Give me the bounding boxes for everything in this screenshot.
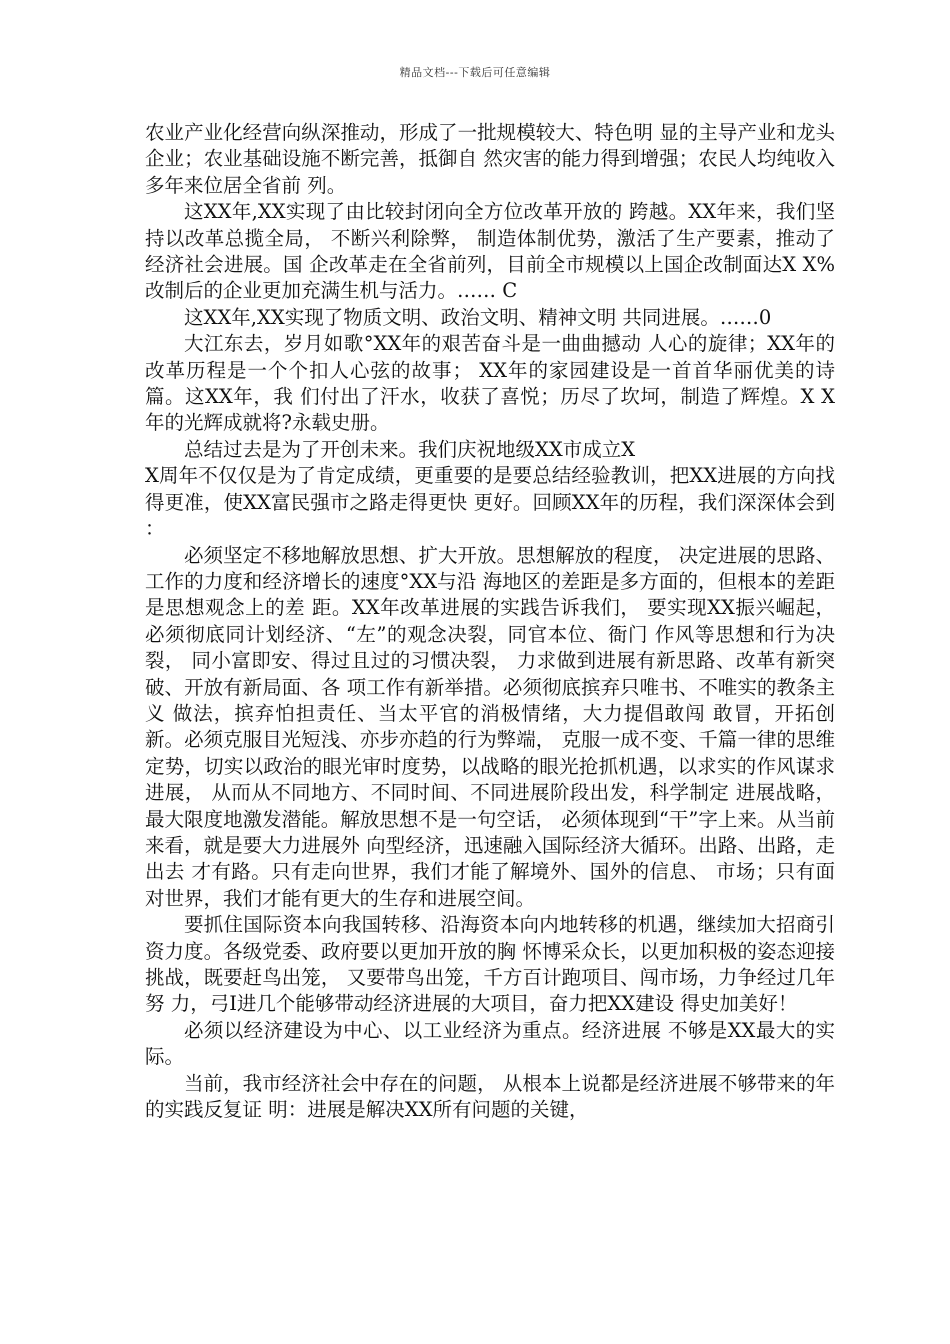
document-body: [145, 120, 835, 1123]
page-header: 精品文档---下载后可任意编辑: [399, 66, 551, 79]
paragraph: 这XX年,XX实现了由比较封闭向全方位改革开放的 跨越。XX年来，我们坚持以改革总揽全局， 不断兴利除弊， 制造体制优势，激活了生产要素，推动了经济社会进展。国 企改革走在全省前列，目前全市规模以上国企改制面达X X%改制后的企业更加充满生机与活力。…… C: [145, 200, 835, 303]
paragraph: 当前，我市经济社会中存在的问题， 从根本上说都是经济进展不够带来的年的实践反复证 明：进展是解决XX所有问题的关键，: [145, 1071, 835, 1122]
paragraph: X周年不仅仅是为了肯定成绩，更重要的是要总结经验教训，把XX进展的方向找得更准，使XX富民强市之路走得更快 更好。回顾XX年的历程，我们深深体会到 ：: [145, 464, 835, 541]
paragraph: 要抓住国际资本向我国转移、沿海资本向内地转移的机遇，继续加大招商引资力度。各级党委、政府要以更加开放的胸 怀博采众长，以更加积极的姿态迎接挑战，既要赶鸟出笼， 又要带鸟出笼，千方百计跑项目、闯市场，力争经过几年努 力，弓I进几个能够带动经济进展的大项目，奋力把XX建设 得史加美好！: [145, 913, 835, 1016]
paragraph: 大江东去，岁月如歌°XX年的艰苦奋斗是一曲曲撼动 人心的旋律；XX年的改革历程是一个个扣人心弦的故事； XX年的家园建设是一首首华丽优美的诗篇。这XX年，我 们付出了汗水，收获了喜悦；历尽了坎坷，制造了辉煌。X X年的光辉成就将?永载史册。: [145, 332, 835, 435]
paragraph: 必须以经济建设为中心、以工业经济为重点。经济进展 不够是XX最大的实际。: [145, 1018, 835, 1069]
paragraph: 必须坚定不移地解放思想、扩大开放。思想解放的程度， 决定进展的思路、工作的力度和经济增长的速度°XX与沿 海地区的差距是多方面的，但根本的差距是思想观念上的差 距。XX年改革进展的实践告诉我们， 要实现XX振兴崛起， 必须彻底同计划经济、“左”的观念决裂，同官本位、衙门 作风等思想和行为决裂， 同小富即安、得过且过的习惯决裂， 力求做到进展有新思路、改革有新突破、开放有新局面、各 项工作有新举措。必须彻底摈弃只唯书、不唯实的教条主义 做法，摈弃怕担责任、当太平官的消极情绪，大力提倡敢闯 敢冒，开拓创新。必须克服目光短浅、亦步亦趋的行为弊端， 克服一成不变、千篇一律的思维定势，切实以政治的眼光审时度势，以战略的眼光抢抓机遇，以求实的作风谋求进展， 从而从不同地方、不同时间、不同进展阶段出发，科学制定 进展战略，最大限度地激发潜能。解放思想不是一句空话， 必须体现到“干”字上来。从当前来看，就是要大力进展外 向型经济，迅速融入国际经济大循环。出路、出路，走出去 才有路。只有走向世界，我们才能了解境外、国外的信息、 市场；只有面对世界，我们才能有更大的生存和进展空间。: [145, 543, 835, 910]
paragraph: 总结过去是为了开创未来。我们庆祝地级XX市成立X: [184, 437, 636, 461]
paragraph: 这XX年,XX实现了物质文明、政治文明、精神文明 共同进展。……0: [184, 305, 772, 329]
paragraph: 农业产业化经营向纵深推动，形成了一批规模较大、特色明 显的主导产业和龙头企业；农业基础设施不断完善，抵御自 然灾害的能力得到增强；农民人均纯收入多年来位居全省前 列。: [145, 121, 835, 197]
